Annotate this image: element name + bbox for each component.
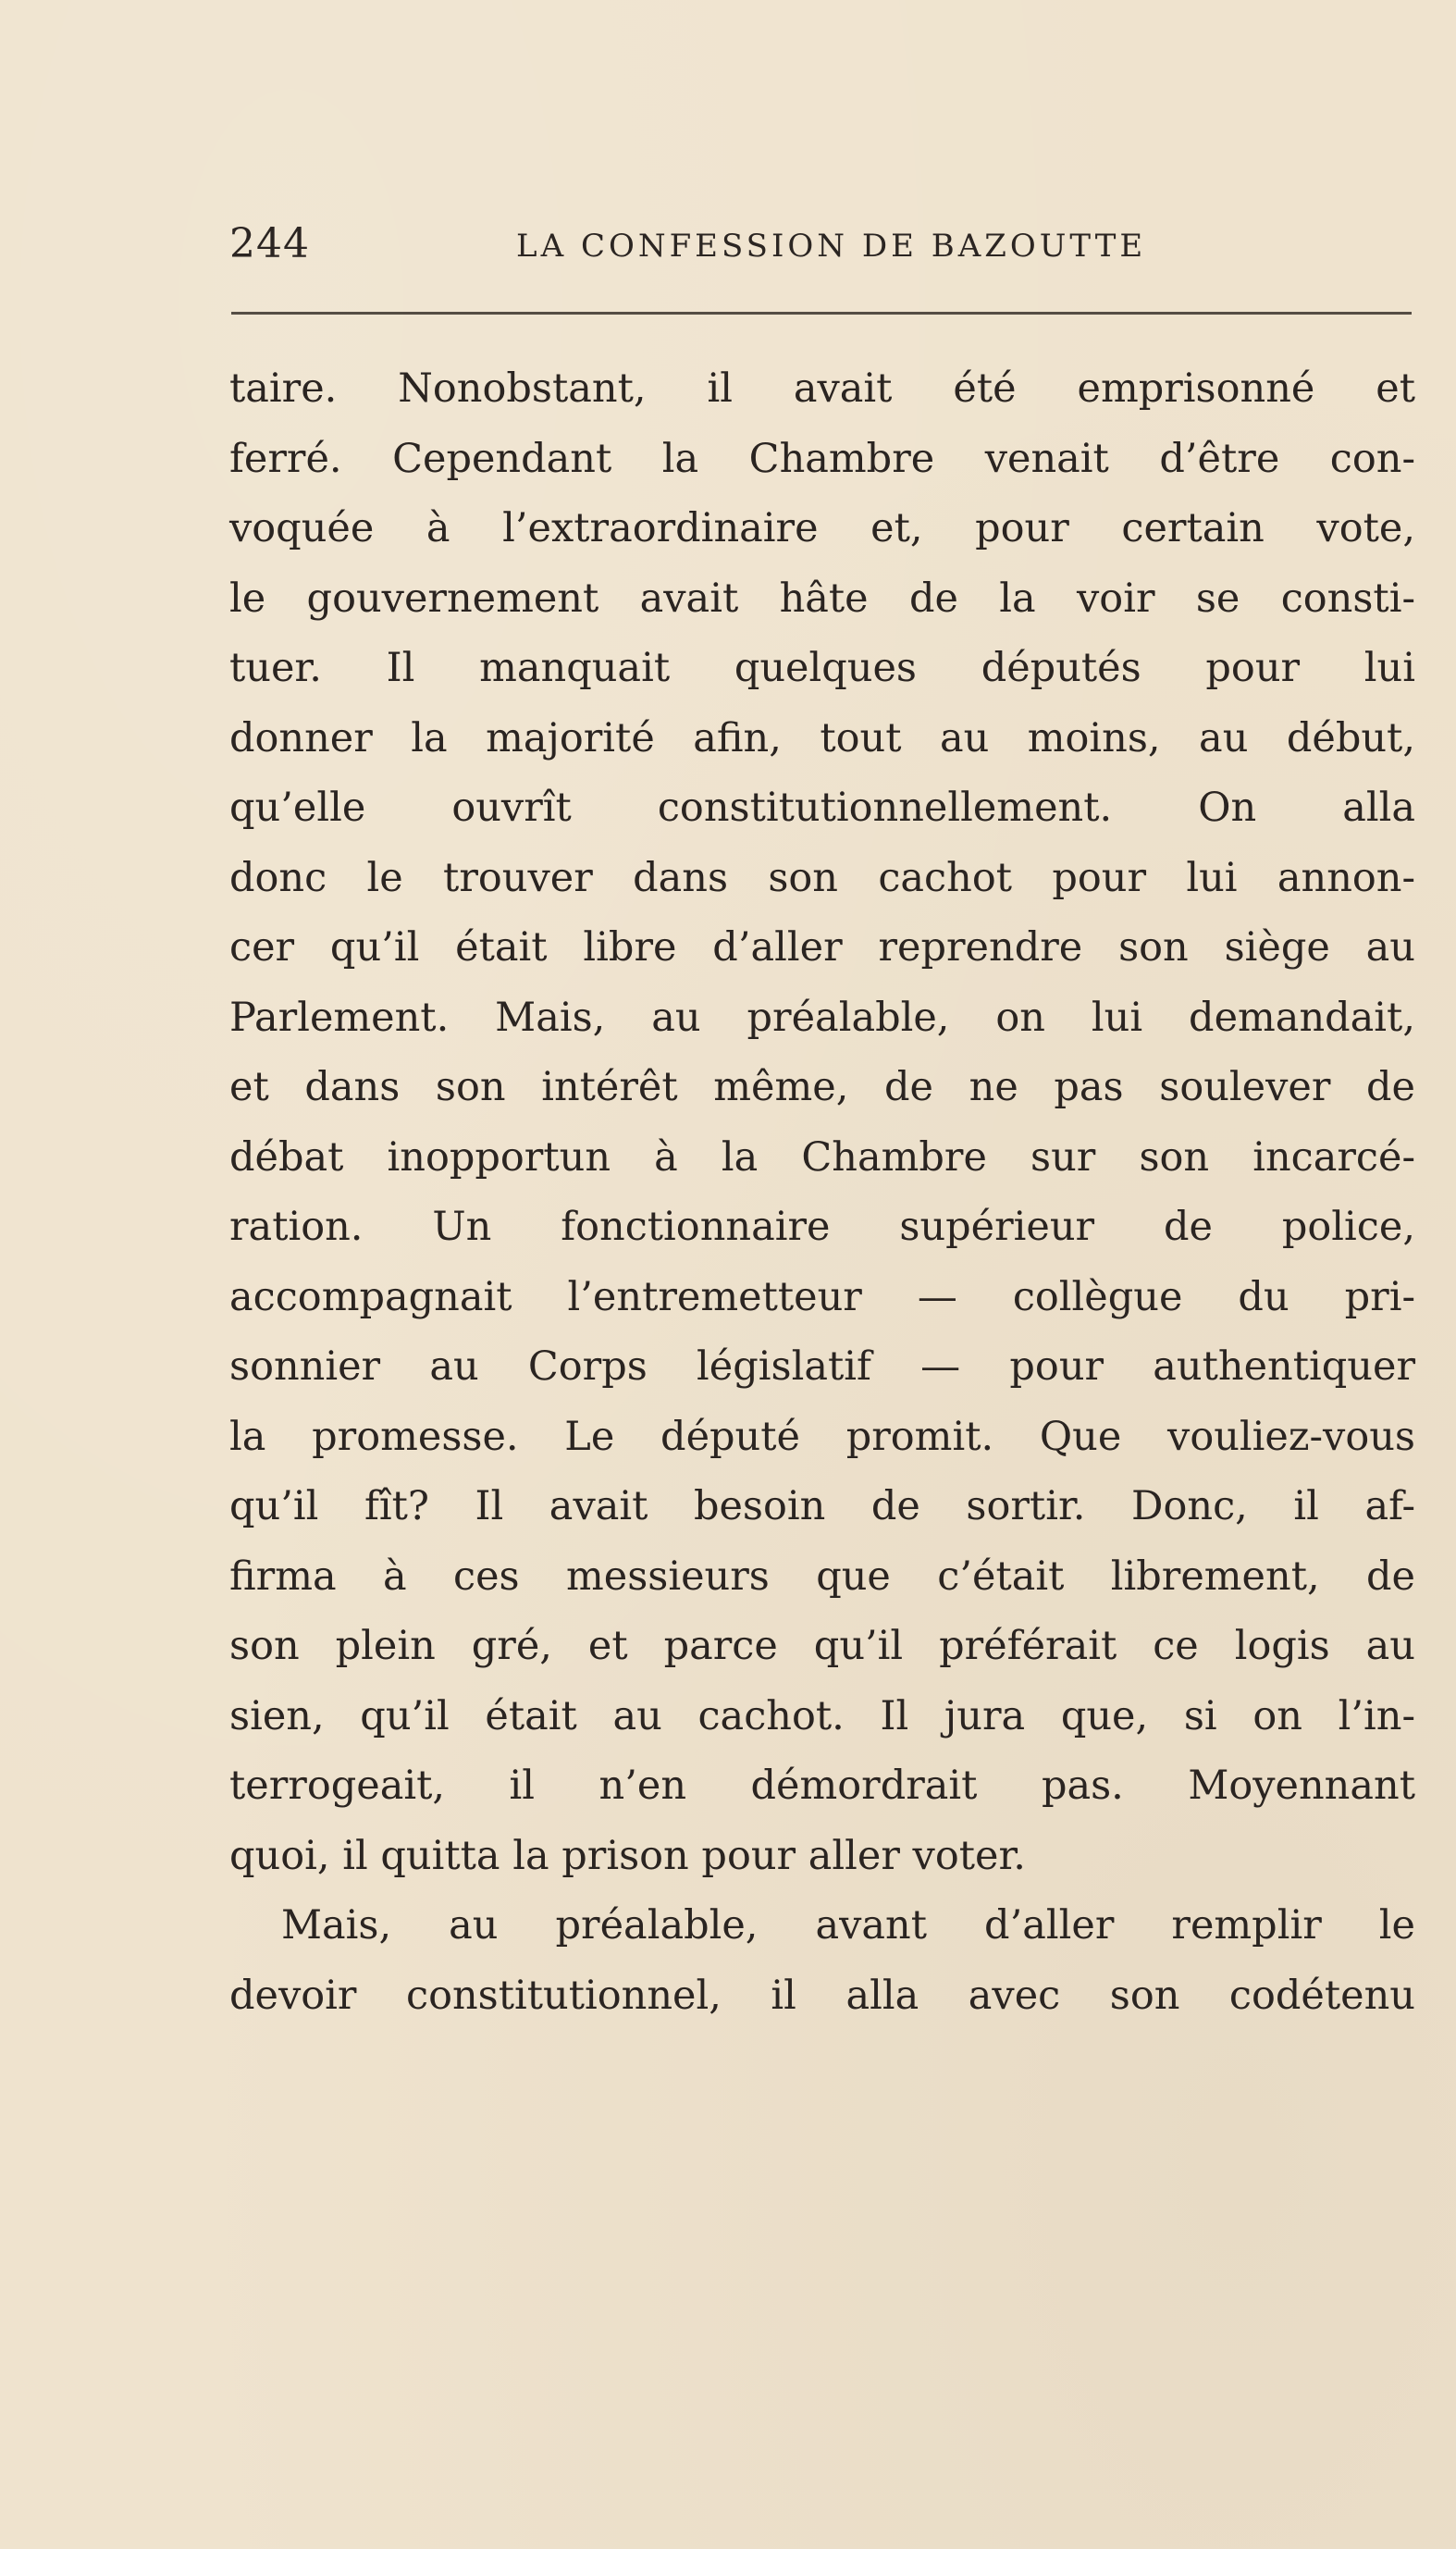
text-line: sien, qu’il était au cachot. Il jura que, si on l’in-: [229, 1692, 1415, 1739]
running-title: LA CONFESSION DE BAZOUTTE: [516, 228, 1147, 265]
text-line: donner la majorité afin, tout au moins, au début,: [229, 714, 1415, 761]
text-line: et dans son intérêt même, de ne pas soulever de: [229, 1064, 1415, 1110]
text-line: voquée à l’extraordinaire et, pour certain vote,: [229, 505, 1415, 551]
text-line: qu’il fît? Il avait besoin de sortir. Donc, il af-: [229, 1483, 1415, 1529]
text-line: donc le trouver dans son cachot pour lui annon-: [229, 854, 1415, 901]
text-line: débat inopportun à la Chambre sur son incarcé-: [229, 1133, 1415, 1181]
text-line: Parlement. Mais, au préalable, on lui demandait,: [229, 994, 1415, 1041]
text-line: son plein gré, et parce qu’il préférait ce logis au: [229, 1623, 1415, 1669]
text-line: qu’elle ouvrît constitutionnellement. On alla: [229, 785, 1415, 831]
page-number: 244: [229, 220, 310, 267]
text-line: le gouvernement avait hâte de la voir se consti-: [229, 575, 1415, 622]
text-line: terrogeait, il n’en démordrait pas. Moyennant: [229, 1763, 1415, 1809]
page-header: [229, 220, 1413, 276]
text-line: devoir constitutionnel, il alla avec son codétenu: [229, 1972, 1415, 2019]
text-line: taire. Nonobstant, il avait été emprisonné et: [229, 365, 1415, 412]
text-line: firma à ces messieurs que c’était librement, de: [229, 1553, 1415, 1600]
text-line: la promesse. Le député promit. Que vouliez-vous: [229, 1413, 1415, 1460]
paragraph-first-line: Mais, au préalable, avant d’aller remplir le: [281, 1902, 1415, 1949]
text-line: accompagnait l’entremetteur — collègue du pri-: [229, 1273, 1415, 1320]
text-line: quoi, il quitta la prison pour aller voter.: [229, 1832, 1026, 1879]
text-line: cer qu’il était libre d’aller reprendre son siège au: [229, 924, 1415, 971]
text-line: ration. Un fonctionnaire supérieur de police,: [229, 1204, 1415, 1250]
text-line: tuer. Il manquait quelques députés pour lui: [229, 645, 1415, 691]
text-line: sonnier au Corps législatif — pour authentiquer: [229, 1343, 1415, 1390]
text-line: ferré. Cependant la Chambre venait d’être con-: [229, 435, 1415, 482]
header-rule: [231, 312, 1412, 315]
body-text: [229, 354, 1415, 2031]
